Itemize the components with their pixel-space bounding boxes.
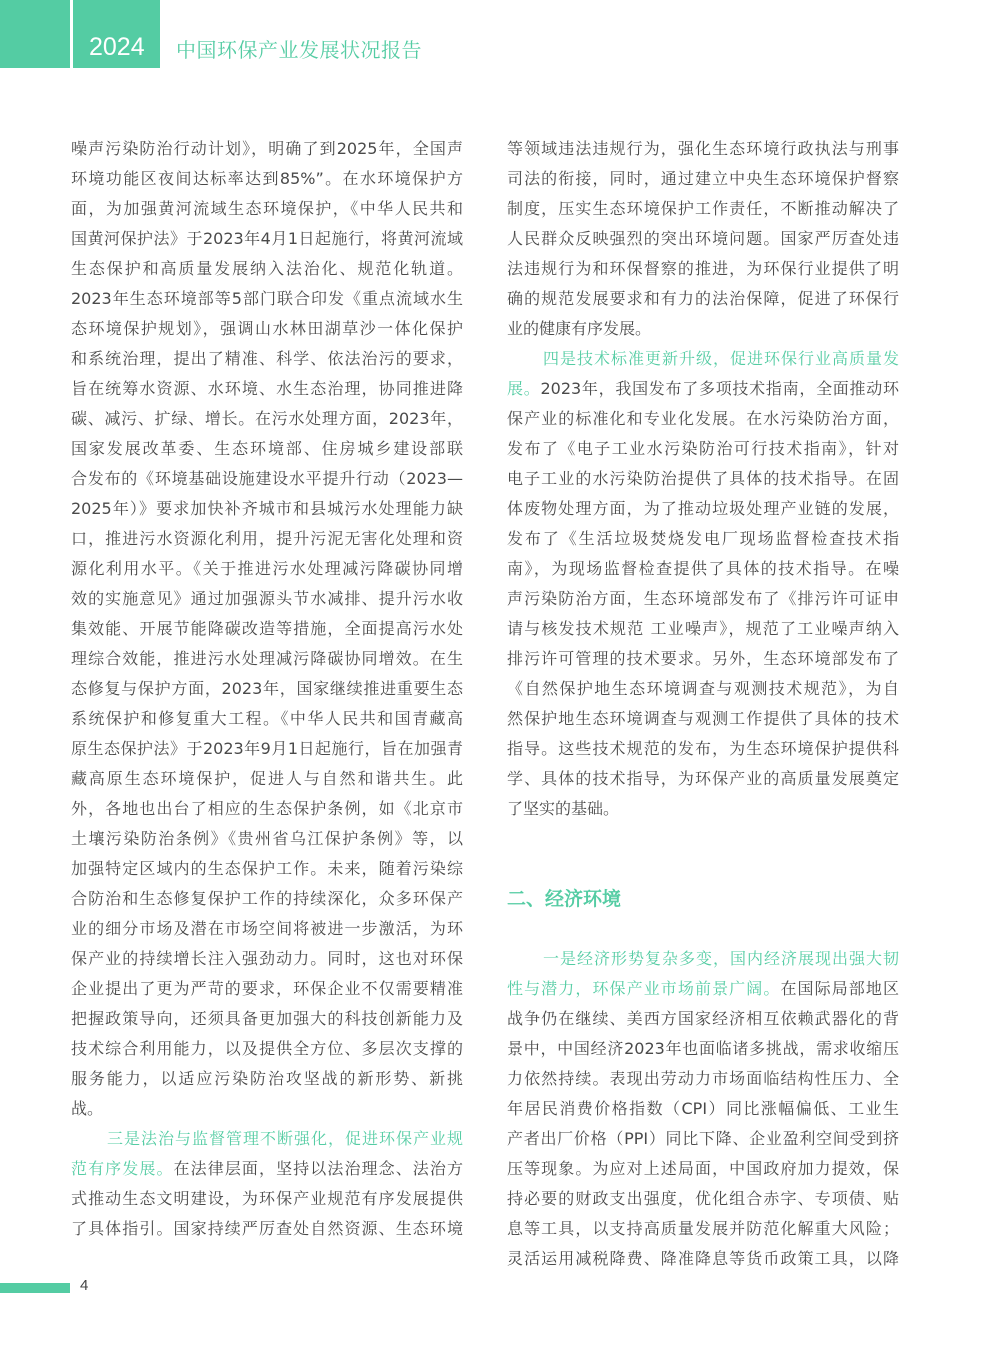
text-line bbox=[507, 1214, 899, 1244]
body-text: 战。 bbox=[71, 1099, 104, 1118]
text-line bbox=[71, 1094, 463, 1124]
text-line bbox=[71, 344, 463, 374]
text-line bbox=[71, 1064, 463, 1094]
body-text: 土壤污染防治条例》《贵州省乌江保护条例》等，以 bbox=[71, 829, 463, 848]
text-line bbox=[71, 1184, 463, 1214]
text-line bbox=[507, 944, 899, 974]
body-text: 法违规行为和环保督察的推进，为环保行业提供了明 bbox=[507, 259, 899, 278]
text-line bbox=[507, 224, 899, 254]
text-line bbox=[71, 194, 463, 224]
highlighted-lead-text: 一是经济形势复杂多变，国内经济展现出强大韧 bbox=[543, 949, 899, 968]
text-line bbox=[507, 404, 899, 434]
highlighted-lead-text: 展。 bbox=[507, 379, 541, 398]
text-line bbox=[507, 1154, 899, 1184]
text-line bbox=[71, 764, 463, 794]
body-text: 保产业的标准化和专业化发展。在水污染防治方面， bbox=[507, 409, 899, 428]
body-text: 电子工业的水污染防治提供了具体的技术指导。在固 bbox=[507, 469, 899, 488]
body-text: 口，推进污水资源化利用，提升污泥无害化处理和资 bbox=[71, 529, 463, 548]
body-text: 式推动生态文明建设，为环保产业规范有序发展提供 bbox=[71, 1189, 463, 1208]
text-line bbox=[507, 644, 899, 674]
body-text: 压等现象。为应对上述局面，中国政府加力提效，保 bbox=[507, 1159, 899, 1178]
text-line bbox=[71, 824, 463, 854]
body-text: 企业提出了更为严苛的要求，环保企业不仅需要精准 bbox=[71, 979, 463, 998]
highlighted-lead-text: 四是技术标准更新升级，促进环保行业高质量发 bbox=[543, 349, 899, 368]
text-line bbox=[507, 434, 899, 464]
text-line bbox=[71, 524, 463, 554]
text-line bbox=[71, 704, 463, 734]
body-text: 环境功能区夜间达标率达到85%”。在水环境保护方 bbox=[71, 169, 463, 188]
body-text: 发布了《生活垃圾焚烧发电厂现场监督检查技术指 bbox=[507, 529, 899, 548]
body-text: 制度，压实生态环境保护工作责任，不断推动解决了 bbox=[507, 199, 899, 218]
body-text: 2025年）》要求加快补齐城市和县城污水处理能力缺 bbox=[71, 499, 463, 518]
body-text: 发布了《电子工业水污染防治可行技术指南》，针对 bbox=[507, 439, 899, 458]
body-text: 藏高原生态环境保护，促进人与自然和谐共生。此 bbox=[71, 769, 463, 788]
spacer bbox=[507, 824, 899, 854]
text-line bbox=[507, 674, 899, 704]
body-text: 在法律层面，坚持以法治理念、法治方 bbox=[173, 1159, 463, 1178]
text-line bbox=[507, 974, 899, 1004]
body-text: 理综合效能，推进污水处理减污降碳协同增效。在生 bbox=[71, 649, 463, 668]
text-line bbox=[71, 794, 463, 824]
left-column bbox=[71, 134, 463, 1244]
body-text: 旨在统筹水资源、水环境、水生态治理，协同推进降 bbox=[71, 379, 463, 398]
text-line bbox=[507, 464, 899, 494]
text-line bbox=[507, 704, 899, 734]
body-text: 产者出厂价格（PPI）同比下降、企业盈利空间受到挤 bbox=[507, 1129, 899, 1148]
text-line bbox=[71, 614, 463, 644]
body-text: 确的规范发展要求和有力的法治保障，促进了环保行 bbox=[507, 289, 899, 308]
body-text: 态修复与保护方面，2023年，国家继续推进重要生态 bbox=[71, 679, 463, 698]
body-text: 息等工具，以支持高质量发展并防范化解重大风险； bbox=[507, 1219, 899, 1238]
text-line bbox=[507, 134, 899, 164]
body-text: 噪声污染防治行动计划》，明确了到2025年，全国声 bbox=[71, 139, 463, 158]
body-text: 排污许可管理的技术要求。另外，生态环境部发布了 bbox=[507, 649, 899, 668]
text-line bbox=[71, 1214, 463, 1244]
body-text: 合发布的《环境基础设施建设水平提升行动（2023— bbox=[71, 469, 463, 488]
right-column-top bbox=[507, 134, 899, 824]
text-line bbox=[71, 1124, 463, 1154]
text-line bbox=[71, 644, 463, 674]
text-line bbox=[507, 194, 899, 224]
text-line bbox=[507, 734, 899, 764]
text-line bbox=[71, 914, 463, 944]
text-line bbox=[71, 1004, 463, 1034]
body-text: 系统保护和修复重大工程。《中华人民共和国青藏高 bbox=[71, 709, 463, 728]
body-text: 源化利用水平。《关于推进污水处理减污降碳协同增 bbox=[71, 559, 463, 578]
text-line bbox=[507, 614, 899, 644]
text-line bbox=[507, 554, 899, 584]
header-accent-block bbox=[0, 0, 70, 68]
highlighted-lead-text: 三是法治与监督管理不断强化，促进环保产业规 bbox=[107, 1129, 463, 1148]
body-text: 生态保护和高质量发展纳入法治化、规范化轨道。 bbox=[71, 259, 463, 278]
text-line bbox=[71, 434, 463, 464]
body-text: 原生态保护法》于2023年9月1日起施行，旨在加强青 bbox=[71, 739, 463, 758]
text-line bbox=[507, 254, 899, 284]
footer-accent-bar bbox=[0, 1283, 70, 1293]
text-line bbox=[71, 374, 463, 404]
body-text: 效的实施意见》通过加强源头节水减排、提升污水收 bbox=[71, 589, 463, 608]
text-line bbox=[71, 854, 463, 884]
body-text: 然保护地生态环境调查与观测工作提供了具体的技术 bbox=[507, 709, 899, 728]
text-line bbox=[71, 464, 463, 494]
text-line bbox=[71, 494, 463, 524]
text-line bbox=[71, 884, 463, 914]
text-line bbox=[71, 1154, 463, 1184]
body-text: 业的健康有序发展。 bbox=[507, 319, 652, 338]
body-text: 业的细分市场及潜在市场空间将被进一步激活，为环 bbox=[71, 919, 463, 938]
text-line bbox=[507, 584, 899, 614]
body-text: 服务能力，以适应污染防治攻坚战的新形势、新挑 bbox=[71, 1069, 463, 1088]
text-line bbox=[507, 1244, 899, 1274]
body-text: 国黄河保护法》于2023年4月1日起施行，将黄河流域 bbox=[71, 229, 463, 248]
text-line bbox=[507, 524, 899, 554]
text-line bbox=[71, 734, 463, 764]
body-text: 司法的衔接，同时，通过建立中央生态环境保护督察 bbox=[507, 169, 899, 188]
body-text: 持必要的财政支出强度，优化组合赤字、专项债、贴 bbox=[507, 1189, 899, 1208]
text-line bbox=[507, 314, 899, 344]
text-line bbox=[507, 344, 899, 374]
right-column-bottom bbox=[507, 944, 899, 1274]
body-text: 年居民消费价格指数（CPI）同比涨幅偏低、工业生 bbox=[507, 1099, 899, 1118]
body-text: 国家发展改革委、生态环境部、住房城乡建设部联 bbox=[71, 439, 463, 458]
header-year: 2024 bbox=[89, 33, 145, 61]
text-line bbox=[507, 284, 899, 314]
text-line bbox=[71, 974, 463, 1004]
body-text: 了坚实的基础。 bbox=[507, 799, 620, 818]
text-line bbox=[507, 1094, 899, 1124]
text-line bbox=[507, 1184, 899, 1214]
body-text: 人民群众反映强烈的突出环境问题。国家严厉查处违 bbox=[507, 229, 899, 248]
body-text: 和系统治理，提出了精准、科学、依法治污的要求， bbox=[71, 349, 463, 368]
body-text: 力依然持续。表现出劳动力市场面临结构性压力、全 bbox=[507, 1069, 899, 1088]
body-text: 碳、减污、扩绿、增长。在污水处理方面，2023年， bbox=[71, 409, 463, 428]
body-text: 合防治和生态修复保护工作的持续深化，众多环保产 bbox=[71, 889, 463, 908]
text-line bbox=[507, 1004, 899, 1034]
body-text: 请与核发技术规范 工业噪声》，规范了工业噪声纳入 bbox=[507, 619, 899, 638]
text-line bbox=[507, 374, 899, 404]
text-line bbox=[71, 404, 463, 434]
header-title: 中国环保产业发展状况报告 bbox=[176, 38, 422, 62]
page-number: 4 bbox=[80, 1277, 89, 1294]
text-line bbox=[71, 254, 463, 284]
body-text: 灵活运用减税降费、降准降息等货币政策工具，以降 bbox=[507, 1249, 899, 1268]
highlighted-lead-text: 性与潜力，环保产业市场前景广阔。 bbox=[507, 979, 781, 998]
text-line bbox=[71, 134, 463, 164]
text-line bbox=[507, 164, 899, 194]
text-line bbox=[507, 494, 899, 524]
body-text: 指导。这些技术规范的发布，为生态环境保护提供科 bbox=[507, 739, 899, 758]
body-text: 等领域违法违规行为，强化生态环境行政执法与刑事 bbox=[507, 139, 899, 158]
highlighted-lead-text: 范有序发展。 bbox=[71, 1159, 174, 1178]
text-line bbox=[71, 164, 463, 194]
body-text: 把握政策导向，还须具备更加强大的科技创新能力及 bbox=[71, 1009, 463, 1028]
body-text: 外，各地也出台了相应的生态保护条例，如《北京市 bbox=[71, 799, 463, 818]
body-text: 面，为加强黄河流域生态环境保护，《中华人民共和 bbox=[71, 199, 463, 218]
body-text: 《自然保护地生态环境调查与观测技术规范》，为自 bbox=[507, 679, 899, 698]
body-text: 2023年生态环境部等5部门联合印发《重点流域水生 bbox=[71, 289, 463, 308]
body-text: 技术综合利用能力，以及提供全方位、多层次支撑的 bbox=[71, 1039, 463, 1058]
body-text: 学、具体的技术指导，为环保产业的高质量发展奠定 bbox=[507, 769, 899, 788]
body-text: 体废物处理方面，为了推动垃圾处理产业链的发展， bbox=[507, 499, 899, 518]
body-text: 加强特定区域内的生态保护工作。未来，随着污染综 bbox=[71, 859, 463, 878]
text-line bbox=[71, 1034, 463, 1064]
body-text: 保产业的持续增长注入强劲动力。同时，这也对环保 bbox=[71, 949, 463, 968]
body-text: 声污染防治方面，生态环境部发布了《排污许可证申 bbox=[507, 589, 899, 608]
text-line bbox=[71, 584, 463, 614]
body-text: 战争仍在继续、美西方国家经济相互依赖武器化的背 bbox=[507, 1009, 899, 1028]
text-line bbox=[507, 1064, 899, 1094]
text-line bbox=[507, 1034, 899, 1064]
text-line bbox=[507, 764, 899, 794]
body-text: 景中，中国经济2023年也面临诸多挑战，需求收缩压 bbox=[507, 1039, 899, 1058]
text-line bbox=[71, 224, 463, 254]
text-line bbox=[507, 794, 899, 824]
text-line bbox=[71, 944, 463, 974]
text-line bbox=[71, 554, 463, 584]
body-text: 2023年，我国发布了多项技术指南，全面推动环 bbox=[540, 379, 899, 398]
body-text: 南》，为现场监督检查提供了具体的技术指导。在噪 bbox=[507, 559, 899, 578]
body-text: 态环境保护规划》，强调山水林田湖草沙一体化保护 bbox=[71, 319, 463, 338]
text-line bbox=[71, 284, 463, 314]
body-text: 了具体指引。国家持续严厉查处自然资源、生态环境 bbox=[71, 1219, 463, 1238]
section-heading: 二、经济环境 bbox=[507, 888, 622, 910]
text-line bbox=[71, 674, 463, 704]
text-line bbox=[507, 1124, 899, 1154]
body-text: 集效能、开展节能降碳改造等措施，全面提高污水处 bbox=[71, 619, 463, 638]
right-column bbox=[507, 134, 899, 1274]
body-text: 在国际局部地区 bbox=[780, 979, 899, 998]
text-line bbox=[71, 314, 463, 344]
